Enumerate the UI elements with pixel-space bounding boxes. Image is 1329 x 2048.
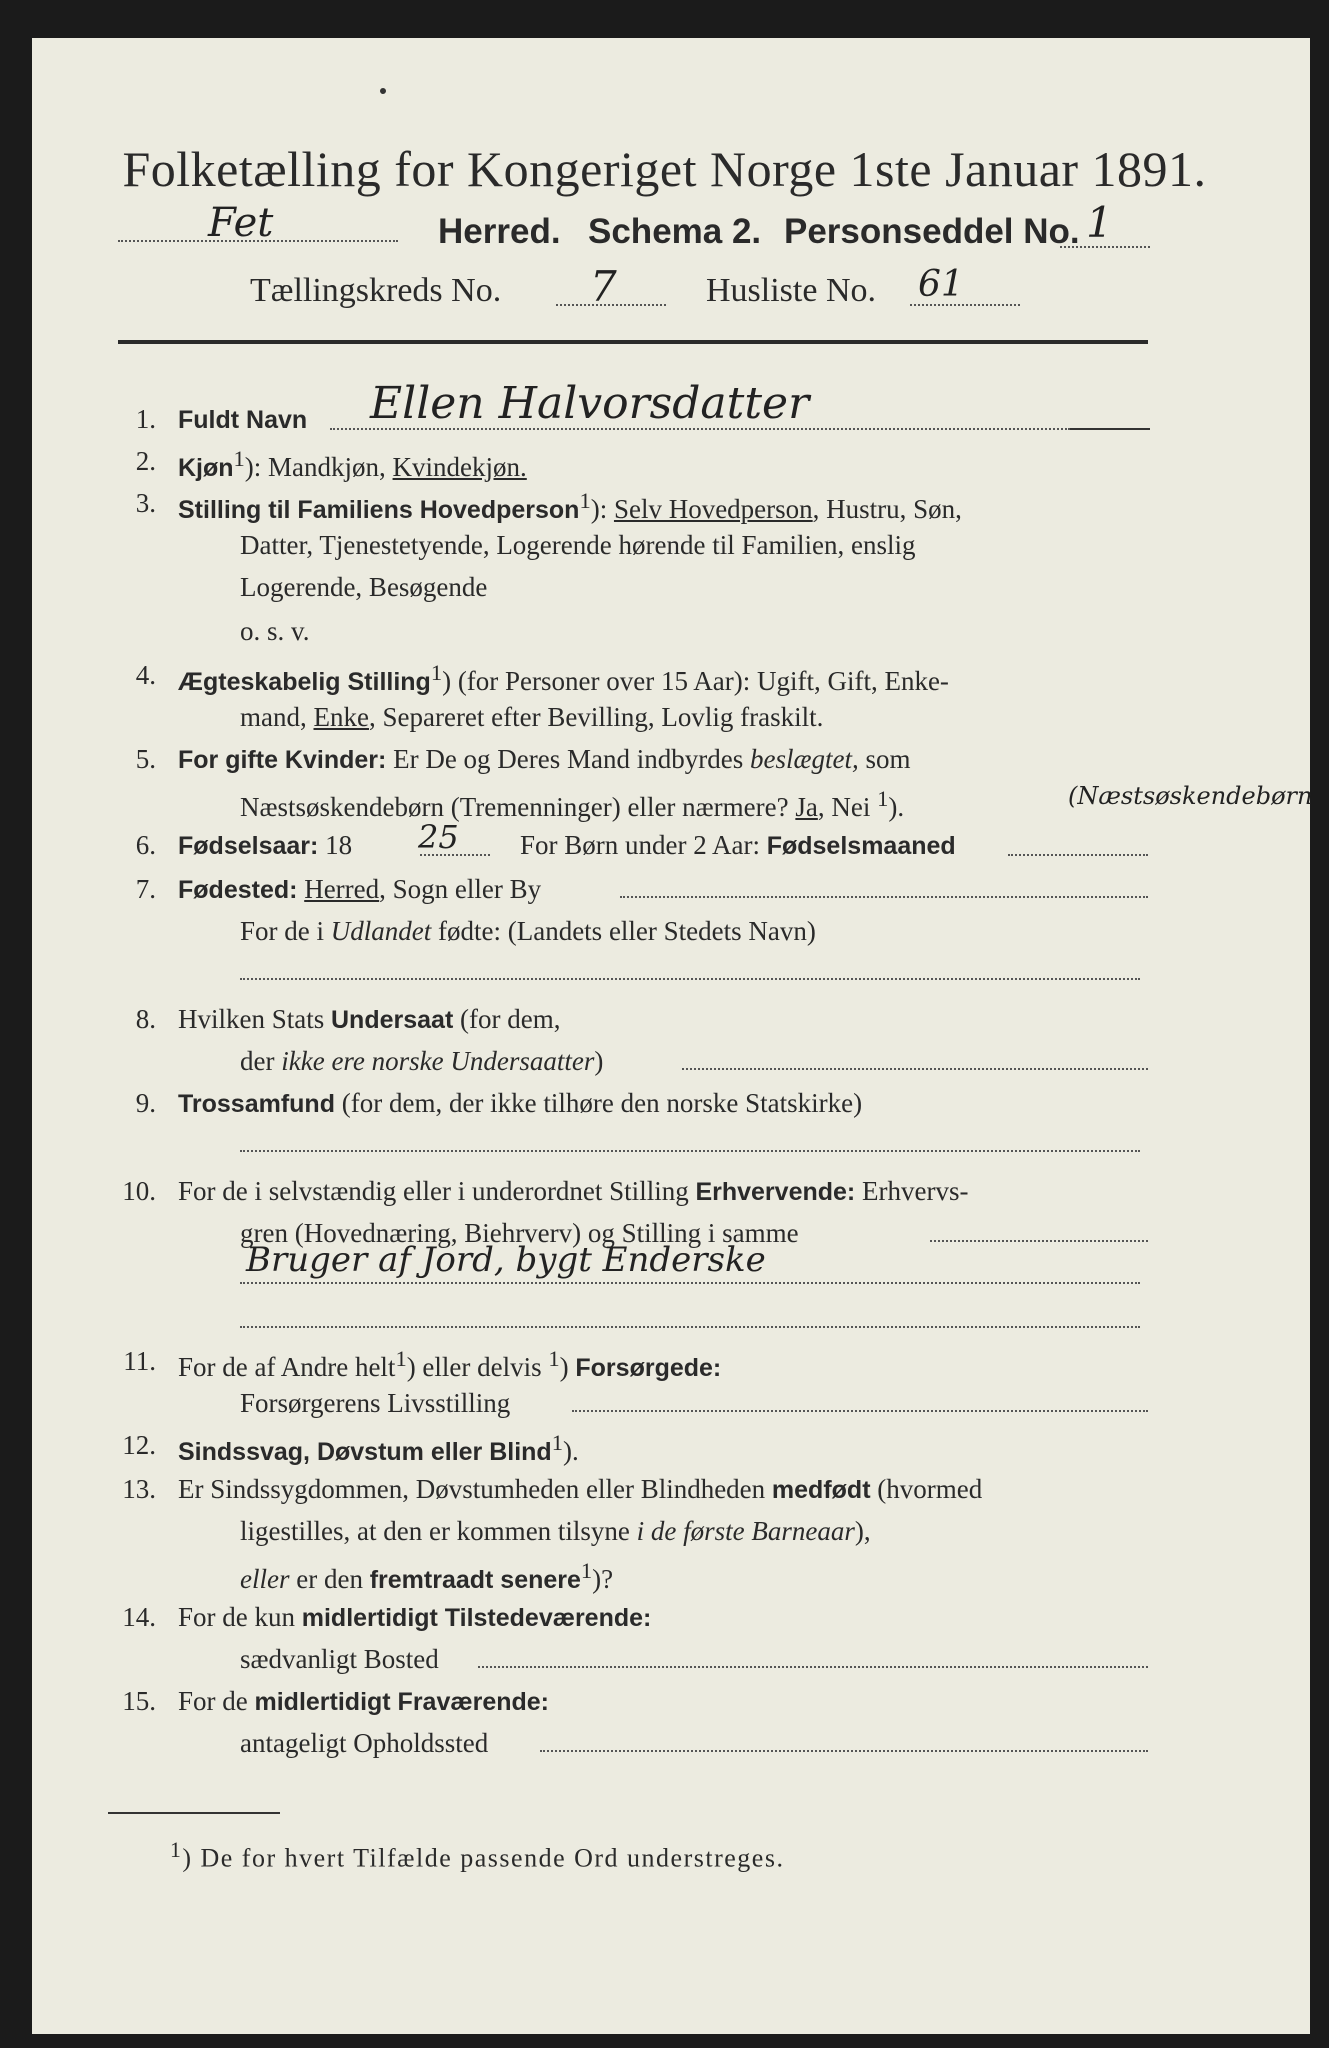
q7-line2-italic: Udlandet — [330, 916, 432, 946]
footnote — [170, 1838, 784, 1874]
q5-italic: beslægtet, — [750, 744, 859, 774]
q2-options: ): Mandkjøn, — [244, 452, 393, 482]
q9-number: 9. — [135, 1088, 156, 1118]
q12-text: ). — [562, 1436, 579, 1466]
q15-line — [178, 1686, 549, 1717]
q3-options: , Hustru, Søn, — [812, 494, 962, 524]
q13-line2 — [240, 1516, 871, 1547]
husliste-label: Husliste No. — [706, 272, 876, 309]
q13-line — [178, 1474, 982, 1505]
footnote-text: ) De for hvert Tilfælde passende Ord understreges. — [182, 1843, 785, 1873]
q11-line — [178, 1346, 721, 1383]
ink-dot — [380, 88, 386, 94]
q7-field-line — [620, 896, 1148, 898]
q13-line3-b: )? — [592, 1564, 614, 1594]
q13-number: 13. — [122, 1474, 156, 1504]
q11-number: 11. — [123, 1346, 156, 1376]
q11-text-c: ) — [559, 1352, 576, 1382]
q11-line2: Forsørgerens Livsstilling — [240, 1388, 511, 1418]
footnote-rule — [108, 1812, 280, 1814]
q13-line2-b: ), — [854, 1516, 871, 1546]
q7-number: 7. — [135, 874, 156, 904]
q15-label: midlertidigt Fraværende: — [254, 1688, 549, 1716]
q7-line2-a: For de i — [240, 916, 331, 946]
q5-text-a: Er De og Deres Mand indbyrdes — [386, 744, 750, 774]
q12-number: 12. — [122, 1430, 156, 1460]
q11-field-line — [572, 1410, 1148, 1412]
footnote-marker: 1 — [170, 1838, 183, 1862]
q13-footnote-ref: 1 — [580, 1558, 593, 1583]
q10-line — [178, 1176, 968, 1207]
q5-line2 — [240, 786, 904, 823]
q1-handwritten-name: Ellen Halvorsdatter — [370, 378, 810, 429]
q6-handwritten-year: 25 — [418, 818, 459, 856]
q4-selected-option: Enke — [313, 702, 369, 732]
q2-selected-option: Kvindekjøn. — [392, 452, 527, 482]
q13-line3-label: fremtraadt senere — [369, 1566, 581, 1594]
q13-text-b: (hvormed — [870, 1474, 983, 1504]
q11-footnote-ref-b: 1 — [548, 1346, 560, 1371]
q3-label: Stilling til Familiens Hovedperson — [178, 496, 580, 524]
q8-line2 — [240, 1046, 603, 1077]
q4-text-c: , Separeret efter Bevilling, Lovlig fraskilt. — [368, 702, 824, 732]
q7-line — [178, 874, 541, 905]
q14-label: midlertidigt Tilstedeværende: — [301, 1604, 652, 1632]
q3-selected-option: Selv Hovedperson — [613, 494, 813, 524]
q5-label: For gifte Kvinder: — [178, 746, 387, 774]
herred-label: Herred. — [438, 212, 561, 251]
q12-line — [178, 1430, 579, 1467]
q3-line2: Datter, Tjenestetyende, Logerende hørende til Familien, enslig — [240, 530, 916, 560]
q8-number: 8. — [135, 1004, 156, 1034]
q5-line — [178, 744, 911, 775]
q8-line2-italic: ikke ere norske Undersaatter — [281, 1046, 595, 1076]
q1-field-line-end — [1070, 428, 1150, 430]
q6-month-label: Fødselsmaaned — [766, 832, 956, 860]
q8-label: Undersaat — [331, 1006, 454, 1034]
q7-label: Fødested: — [178, 876, 298, 904]
q3-footnote-ref: 1 — [579, 488, 591, 513]
q10-text-b: Erhvervs- — [855, 1176, 969, 1206]
q14-number: 14. — [122, 1602, 156, 1632]
q3-line4: o. s. v. — [240, 616, 310, 646]
q7-foreign-line — [240, 978, 1140, 980]
q13-text-a: Er Sindssygdommen, Døvstumheden eller Blindheden — [178, 1474, 772, 1504]
q8-line2-b: ) — [594, 1046, 604, 1076]
q11-text-b: ) eller delvis — [406, 1352, 549, 1382]
q9-field-line — [240, 1150, 1140, 1152]
q6-label: Fødselsaar: — [178, 832, 319, 860]
q9-text: (for dem, der ikke tilhøre den norske Statskirke) — [334, 1088, 863, 1118]
kreds-label: Tællingskreds No. — [250, 272, 502, 309]
q10-label: Erhvervende: — [695, 1178, 856, 1206]
schema-label: Schema 2. — [588, 212, 762, 251]
q5-handwritten-note: (Næstsøskendebørn — [1068, 782, 1313, 810]
header-rule — [118, 340, 1148, 344]
q11-footnote-ref-a: 1 — [395, 1346, 407, 1371]
q1-label: Fuldt Navn — [178, 406, 308, 434]
q13-line3 — [240, 1558, 613, 1595]
q8-line — [178, 1004, 560, 1035]
q6-month-line — [1008, 854, 1148, 856]
q10-line2: gren (Hovednæring, Biehrverv) og Stilling i samme — [240, 1218, 799, 1248]
q3-line: Stilling til Familiens Hovedperson$^1$): Selv Hovedperson, Hustru, Søn, — [178, 488, 962, 524]
q5-number: 5. — [135, 744, 156, 774]
q13-line2-italic: i de første Barneaar — [636, 1516, 855, 1546]
personseddel-handwritten-value: 1 — [1086, 198, 1113, 247]
q14-line2: sædvanligt Bosted — [240, 1644, 439, 1674]
q10-handwritten-occupation: Bruger af Jord, bygt Enderske — [246, 1240, 766, 1280]
q14-field-line — [478, 1666, 1148, 1668]
q10-field-line3 — [240, 1326, 1140, 1328]
q3-number: 3. — [135, 488, 156, 518]
q12-label: Sindssvag, Døvstum eller Blind — [178, 1438, 552, 1466]
q4-label: Ægteskabelig Stilling — [178, 668, 431, 696]
q1-number: 1. — [135, 404, 156, 434]
q8-line2-a: der — [240, 1046, 282, 1076]
q5-selected-option: Ja — [795, 792, 818, 822]
q2-footnote-ref: 1 — [233, 446, 245, 471]
q4-footnote-ref: 1 — [430, 660, 443, 685]
q12-footnote-ref: 1 — [551, 1430, 563, 1455]
q10-text-a: For de i selvstændig eller i underordnet Stilling — [178, 1176, 696, 1206]
q6-line-b — [520, 830, 956, 861]
q10-field-line — [930, 1240, 1148, 1242]
q13-line3-italic: eller — [240, 1564, 290, 1594]
herred-handwritten-value: Fet — [208, 200, 274, 246]
q6-text-a: For Børn under 2 Aar: — [520, 830, 767, 860]
q9-label: Trossamfund — [178, 1090, 335, 1118]
q13-line3-a: er den — [289, 1564, 370, 1594]
census-form-page — [32, 38, 1313, 2034]
q7-selected-option: Herred — [304, 874, 380, 904]
q4-options: ) (for Personer over 15 Aar): Ugift, Gift, Enke- — [442, 666, 949, 696]
q15-field-line — [540, 1750, 1148, 1752]
q8-text-b: (for dem, — [453, 1004, 561, 1034]
q2-label: Kjøn — [178, 454, 234, 482]
q5-text-b: som — [858, 744, 911, 774]
q2-line — [178, 446, 527, 483]
q6-year-prefix: 18 — [318, 830, 353, 860]
q6-number: 6. — [135, 830, 156, 860]
q15-line2: antageligt Opholdssted — [240, 1728, 489, 1758]
q15-number: 15. — [122, 1686, 156, 1716]
q11-label: Forsørgede: — [575, 1354, 722, 1382]
q7-line2 — [240, 916, 816, 947]
q2-number: 2. — [135, 446, 156, 476]
q7-line2-b: fødte: (Landets eller Stedets Navn) — [431, 916, 816, 946]
q13-label: medfødt — [771, 1476, 871, 1504]
q4-number: 4. — [135, 660, 156, 690]
q5-question: Næstsøskendebørn (Tremenninger) eller nærmere? — [240, 792, 796, 822]
q8-field-line — [682, 1068, 1148, 1070]
q7-options: , Sogn eller By — [379, 874, 542, 904]
q5-text-d: ). — [888, 792, 905, 822]
q14-line — [178, 1602, 651, 1633]
q14-text-a: For de kun — [178, 1602, 302, 1632]
q6-line — [178, 830, 352, 861]
q15-text-a: For de — [178, 1686, 255, 1716]
q5-text-c: , Nei — [817, 792, 878, 822]
q8-text-a: Hvilken Stats — [178, 1004, 331, 1034]
q9-line — [178, 1088, 862, 1119]
husliste-handwritten-value: 61 — [918, 264, 964, 305]
q10-field-line2 — [240, 1282, 1140, 1284]
q4-text-b: mand, — [240, 702, 314, 732]
personseddel-label: Personseddel No. — [784, 212, 1080, 251]
q13-line2-a: ligestilles, at den er kommen tilsyne — [240, 1516, 637, 1546]
q10-number: 10. — [122, 1176, 156, 1206]
q3-line3: Logerende, Besøgende — [240, 572, 488, 602]
q4-line — [178, 660, 949, 697]
q4-line2 — [240, 702, 823, 733]
q5-footnote-ref: 1 — [877, 786, 889, 811]
q11-text-a: For de af Andre helt — [178, 1352, 396, 1382]
kreds-handwritten-value: 7 — [590, 262, 617, 311]
form-title: Folketælling for Kongeriget Norge 1ste Januar 1891. — [122, 141, 1207, 197]
